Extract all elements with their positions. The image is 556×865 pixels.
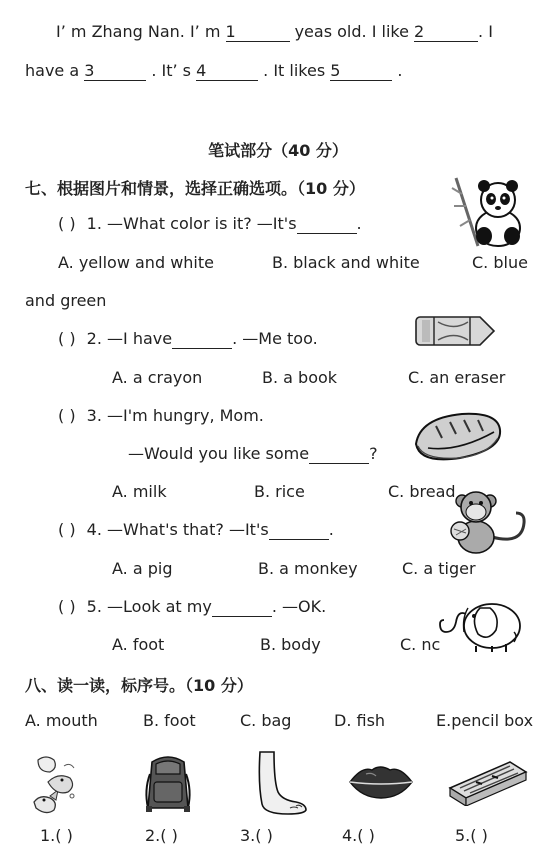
question-stem: —Would you like some: [128, 444, 310, 463]
answer-1: 1.( ): [40, 826, 73, 845]
answer-paren: ( ): [58, 520, 76, 539]
answer-5: 5.( ): [455, 826, 488, 845]
lips-icon: [348, 764, 414, 800]
fill-blank: [212, 597, 272, 617]
written-part-title: 笔试部分（40 分）: [208, 141, 348, 160]
answer-blank-1: 1: [226, 24, 290, 42]
section-8-title: 八、读一读，标序号。（10 分）: [25, 676, 253, 695]
bread-icon: [410, 408, 504, 464]
q4-option-b: B. a monkey: [258, 559, 358, 578]
word-b: B. foot: [143, 711, 196, 730]
q2-option-c: C. an eraser: [408, 368, 506, 387]
answer-paren: ( ): [58, 597, 76, 616]
q2-option-a: A. a crayon: [112, 368, 203, 387]
q4-option-a: A. a pig: [112, 559, 173, 578]
passage-text: .: [392, 61, 403, 80]
passage-text: . It likes: [258, 61, 331, 80]
passage-text: yeas old. I like: [289, 22, 415, 41]
q1-option-b: B. black and white: [272, 253, 420, 272]
question-stem: 4. —What's that? —It's: [86, 520, 269, 539]
question-stem-end: .: [328, 520, 334, 539]
answer-paren: ( ): [58, 406, 76, 425]
word-a: A. mouth: [25, 711, 98, 730]
passage-text: . I: [478, 22, 493, 41]
fill-blank: [269, 520, 329, 540]
q5-option-a: A. foot: [112, 635, 165, 654]
question-1: [58, 214, 362, 234]
word-c: C. bag: [240, 711, 292, 730]
crayon-icon: [414, 314, 498, 348]
answer-blank-3: 3: [84, 63, 146, 81]
passage-line-1: [56, 22, 493, 42]
q3-option-c: C. bread: [388, 482, 456, 501]
question-3: [58, 406, 264, 425]
answer-blank-4: 4: [196, 63, 258, 81]
fish-icon: [28, 752, 82, 814]
answer-blank-5: 5: [330, 63, 392, 81]
passage-line-2: [25, 61, 402, 81]
q1-continuation: and green: [25, 291, 107, 310]
fill-blank: [297, 214, 357, 234]
q1-option-c: C. blue: [472, 253, 528, 272]
q3-option-a: A. milk: [112, 482, 167, 501]
passage-text: . It’ s: [146, 61, 197, 80]
q2-option-b: B. a book: [262, 368, 338, 387]
section-7-title: 七、根据图片和情景，选择正确选项。（10 分）: [25, 179, 365, 198]
q1-option-a: A. yellow and white: [58, 253, 214, 272]
question-4: [58, 520, 334, 540]
question-stem-end: ?: [369, 444, 378, 463]
question-stem: 3. —I'm hungry, Mom.: [86, 406, 264, 425]
panda-icon: [448, 176, 530, 248]
monkey-icon: [440, 485, 528, 557]
passage-text: I’ m Zhang Nan. I’ m: [56, 22, 226, 41]
question-stem: 5. —Look at my: [86, 597, 212, 616]
passage-text: have a: [25, 61, 85, 80]
fill-blank: [309, 444, 369, 464]
answer-paren: ( ): [58, 329, 76, 348]
q5-option-c: C. nc: [400, 635, 441, 654]
question-stem: 1. —What color is it? —It's: [86, 214, 297, 233]
word-e: E.pencil box: [436, 711, 534, 730]
answer-3: 3.( ): [240, 826, 273, 845]
foot-icon: [250, 750, 310, 816]
answer-paren: ( ): [58, 214, 76, 233]
answer-4: 4.( ): [342, 826, 375, 845]
question-stem: 2. —I have: [86, 329, 173, 348]
word-d: D. fish: [334, 711, 386, 730]
question-stem-end: . —OK.: [271, 597, 327, 616]
elephant-icon: [436, 590, 524, 654]
question-stem-end: .: [356, 214, 362, 233]
question-2: [58, 329, 318, 349]
fill-blank: [172, 329, 232, 349]
pencil-box-icon: [446, 758, 530, 806]
q3-option-b: B. rice: [254, 482, 305, 501]
q4-option-c: C. a tiger: [402, 559, 476, 578]
question-stem-end: . —Me too.: [232, 329, 318, 348]
question-3-line-2: [128, 444, 378, 464]
q5-option-b: B. body: [260, 635, 321, 654]
answer-blank-2: 2: [414, 24, 478, 42]
question-5: [58, 597, 326, 617]
bag-icon: [140, 752, 196, 816]
answer-2: 2.( ): [145, 826, 178, 845]
